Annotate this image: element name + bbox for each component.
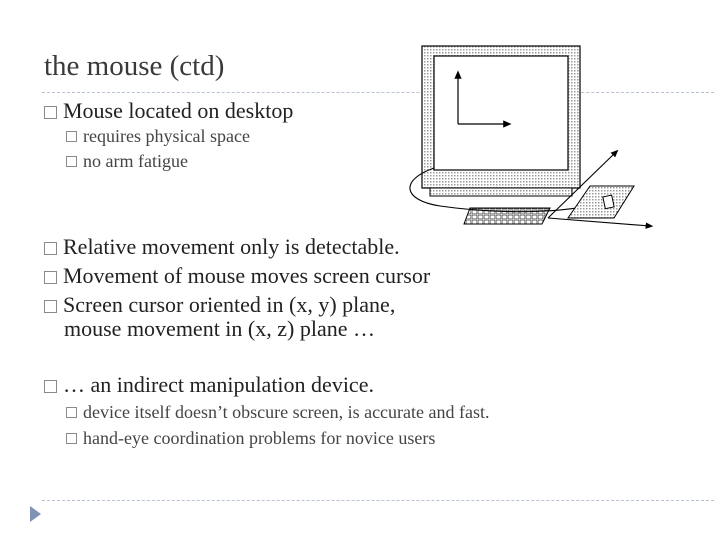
bullet-square-icon	[66, 407, 77, 418]
bullet-item	[44, 99, 293, 123]
bullet-square-icon	[44, 106, 57, 119]
bullet-item	[44, 293, 395, 341]
bullet-item	[44, 264, 430, 288]
bullet-text: Movement of mouse moves screen cursor	[63, 263, 431, 288]
sub-bullet-text: device itself doesn’t obscure screen, is accurate and fast.	[83, 402, 490, 422]
bullet-text: Relative movement only is detectable.	[63, 234, 400, 259]
bullet-square-icon	[44, 242, 57, 255]
bullet-square-icon	[66, 433, 77, 444]
bullet-item	[44, 373, 374, 397]
sub-bullet-item	[66, 427, 435, 449]
bullet-text: … an indirect manipulation device.	[63, 372, 374, 397]
bullet-text: Screen cursor oriented in (x, y) plane,	[63, 292, 396, 317]
bullet-square-icon	[66, 131, 77, 142]
bullet-square-icon	[44, 271, 57, 284]
monitor-icon	[422, 46, 580, 196]
footer-divider	[42, 500, 714, 501]
slide-title: the mouse (ctd)	[44, 50, 225, 82]
bullet-text-continuation: mouse movement in (x, z) plane …	[64, 316, 375, 341]
sub-bullet-text: no arm fatigue	[83, 151, 188, 171]
bullet-square-icon	[44, 380, 57, 393]
bullet-text: Mouse located on desktop	[63, 98, 294, 123]
bullet-square-icon	[44, 300, 57, 313]
sub-bullet-text: hand-eye coordination problems for novice users	[83, 428, 436, 448]
next-slide-arrow-icon[interactable]	[30, 506, 41, 522]
sub-bullet-item	[66, 401, 490, 423]
bullet-square-icon	[66, 156, 77, 167]
bullet-item	[44, 235, 400, 259]
monitor-mouse-diagram	[400, 40, 660, 230]
mouse-icon	[568, 186, 634, 218]
sub-bullet-text: requires physical space	[83, 126, 250, 146]
sub-bullet-item	[66, 125, 250, 147]
sub-bullet-item	[66, 150, 188, 172]
